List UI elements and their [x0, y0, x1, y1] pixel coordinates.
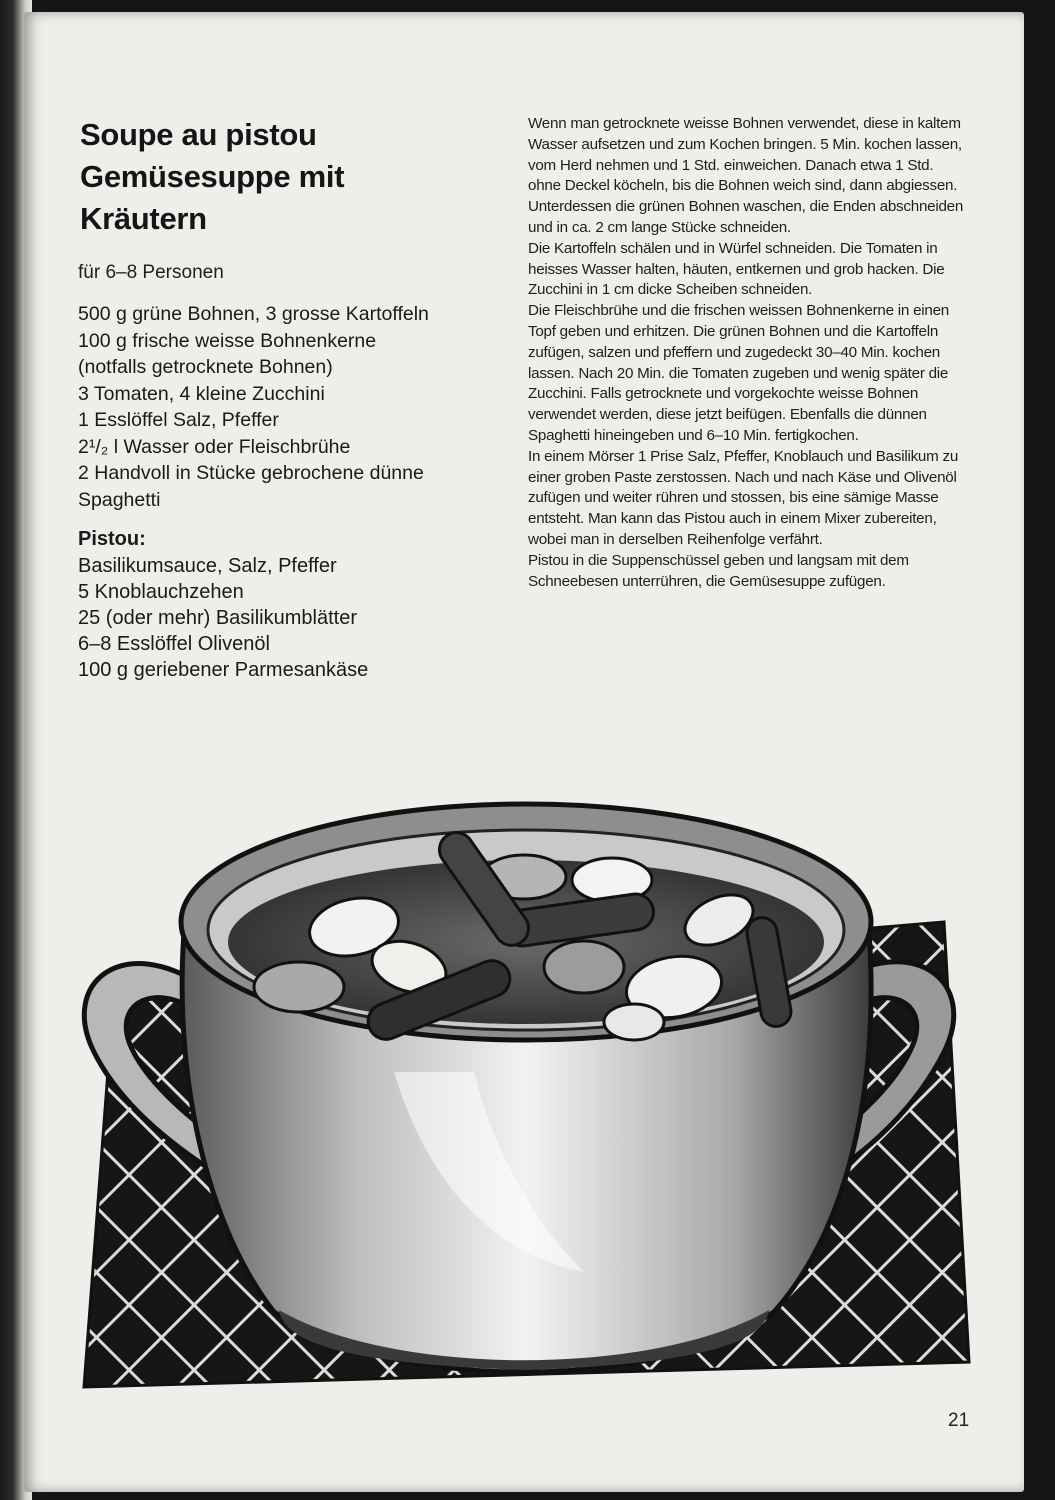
ingredient-line: 3 Tomaten, 4 kleine Zucchini [78, 382, 325, 405]
title-line: Gemüsesuppe mit [80, 159, 345, 194]
pistou-ingredient-line: 6–8 Esslöffel Olivenöl [78, 633, 270, 655]
potato-piece [544, 941, 624, 993]
pistou-ingredient-line: Basilikumsauce, Salz, Pfeffer [78, 555, 337, 577]
instruction-paragraph: Die Fleischbrühe und die frischen weissen Bohnenkerne in einen Topf geben und erhitzen. Die grünen Bohnen und die Kartoffeln zufügen, salzen und pfeffern und zugedeckt 30–40 Min. kochen lassen. Nach 20 Min. die Tomaten zugeben und wenig später die Zucchini. Falls getrocknete und vorgekochte weisse Bohnen verwendet werden, diese jetzt beifügen. Ebenfalls die dünnen Spaghetti hineingeben und 6–10 Min. fertigkochen. [528, 302, 949, 444]
page-number: 21 [948, 1410, 970, 1431]
pistou-ingredient-line: 5 Knoblauchzehen [78, 581, 244, 603]
servings: für 6–8 Personen [78, 262, 224, 283]
instruction-paragraph: Wenn man getrocknete weisse Bohnen verwendet, diese in kaltem Wasser aufsetzen und zum Kochen bringen. 5 Min. kochen lassen, vom Herd nehmen und 1 Std. einweichen. Danach etwa 1 Std. ohne Deckel köcheln, bis die Bohnen weich sind, dann abgiessen. Unterdessen die grünen Bohnen waschen, die Enden abschneiden und in ca. 2 cm lange Stücke schneiden. [528, 115, 964, 236]
recipe-title [80, 114, 344, 240]
instruction-paragraph: Pistou in die Suppenschüssel geben und langsam mit dem Schneebesen unterrühren, die Gemüsesuppe zufügen. [528, 551, 909, 590]
pistou-heading: Pistou: [78, 528, 146, 550]
book-page [24, 12, 1024, 1492]
ingredient-line: 2¹/₂ l Wasser oder Fleischbrühe [78, 435, 351, 458]
potato-piece [254, 962, 344, 1012]
pistou-ingredient-line: 100 g geriebener Parmesankäse [78, 659, 369, 681]
ingredient-line: 1 Esslöffel Salz, Pfeffer [78, 409, 279, 431]
title-line: Soupe au pistou [80, 117, 317, 152]
soup-pot-illustration [64, 752, 984, 1402]
pistou-ingredient-line: 25 (oder mehr) Basilikumblätter [78, 607, 357, 629]
ingredient-line: Spaghetti [78, 488, 161, 511]
ingredient-list [78, 301, 429, 513]
instruction-paragraph: In einem Mörser 1 Prise Salz, Pfeffer, Knoblauch und Basilikum zu einer groben Paste zerstossen. Nach und nach Käse und Olivenöl zufügen und weiter rühren und stossen, bis eine sämige Masse entsteht. Man kann das Pistou auch in einem Mixer zubereiten, wobei man in derselben Reihenfolge verfährt. [528, 447, 959, 548]
title-line: Kräutern [80, 201, 207, 236]
instruction-paragraph: Die Kartoffeln schälen und in Würfel schneiden. Die Tomaten in heisses Wasser halten, häuten, entkernen und grob hacken. Die Zucchini in 1 cm dicke Scheiben schneiden. [528, 239, 945, 299]
white-bean [604, 1004, 664, 1040]
ingredient-line: 500 g grüne Bohnen, 3 grosse Kartoffeln [78, 303, 429, 325]
instructions [528, 114, 968, 592]
pistou-ingredient-list [78, 553, 368, 683]
ingredient-line: 100 g frische weisse Bohnenkerne [78, 329, 377, 352]
ingredient-line: 2 Handvoll in Stücke gebrochene dünne [78, 462, 424, 484]
ingredient-line: (notfalls getrocknete Bohnen) [78, 356, 333, 378]
